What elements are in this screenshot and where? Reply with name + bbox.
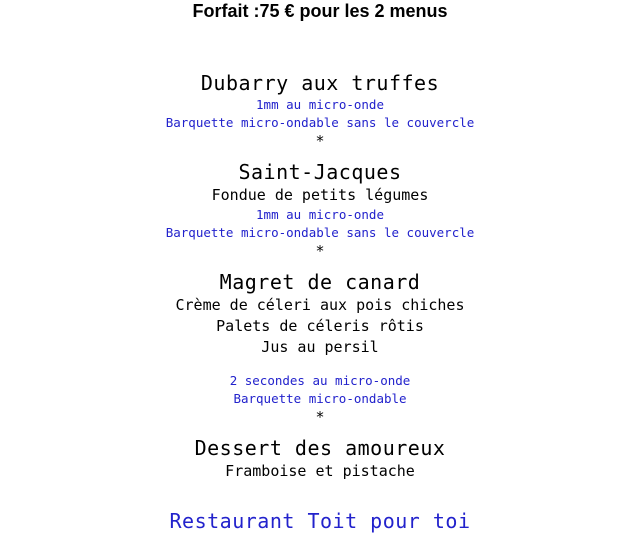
course-note: Barquette micro-ondable — [233, 391, 407, 406]
course-note: 1mm au micro-onde — [256, 97, 384, 112]
restaurant-name: Restaurant Toit pour toi — [169, 509, 471, 533]
course-block — [0, 159, 640, 261]
course-subtitle: Palets de céleris rôtis — [216, 317, 424, 335]
note-gap — [0, 358, 640, 372]
separator-star: * — [315, 132, 325, 150]
course-note: Barquette micro-ondable sans le couvercle — [165, 115, 475, 130]
course-block — [0, 70, 640, 151]
course-gap — [0, 151, 640, 159]
top-spacer — [0, 22, 640, 70]
course-title: Dubarry aux truffes — [200, 71, 440, 95]
course-note: Barquette micro-ondable sans le couvercle — [165, 225, 475, 240]
course-note: 1mm au micro-onde — [256, 207, 384, 222]
course-gap — [0, 427, 640, 435]
course-title: Saint-Jacques — [238, 160, 402, 184]
footer-gap — [0, 482, 640, 508]
course-subtitle: Crème de céleri aux pois chiches — [175, 296, 465, 314]
course-title: Magret de canard — [219, 270, 421, 294]
course-subtitle: Fondue de petits légumes — [211, 186, 429, 204]
course-note: 2 secondes au micro-onde — [229, 373, 411, 388]
separator-star: * — [315, 408, 325, 426]
course-gap — [0, 261, 640, 269]
separator-star: * — [315, 242, 325, 260]
course-title: Dessert des amoureux — [194, 436, 446, 460]
course-subtitle: Jus au persil — [261, 338, 379, 356]
course-subtitle: Framboise et pistache — [225, 462, 415, 480]
course-block — [0, 269, 640, 427]
page-title: Forfait :75 € pour les 2 menus — [192, 1, 448, 21]
course-block — [0, 435, 640, 482]
